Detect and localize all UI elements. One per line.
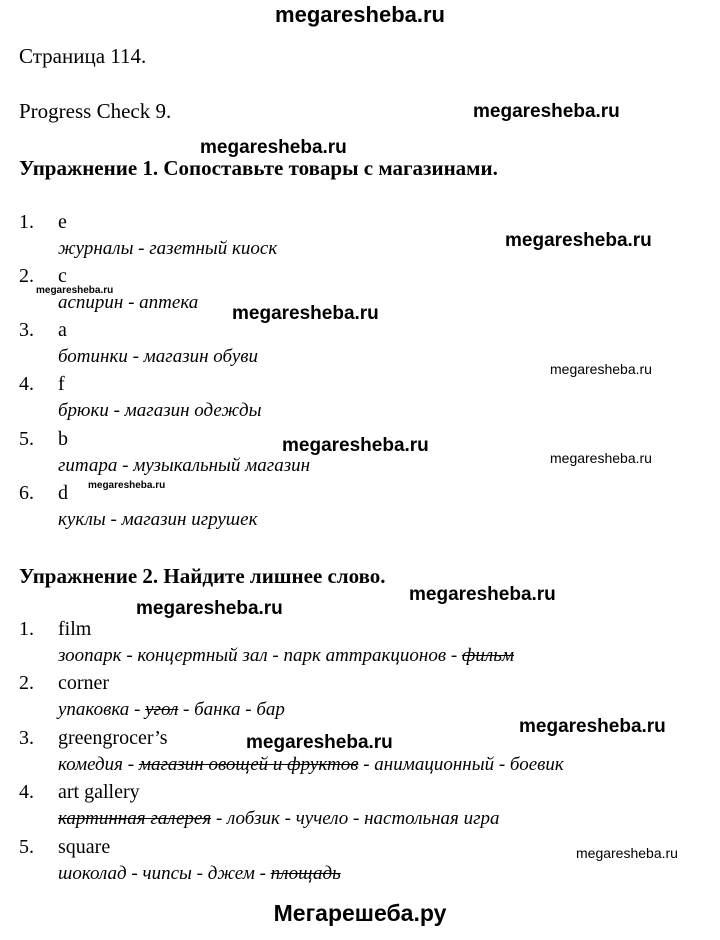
odd-one-out-words: упаковка - угол - банка - бар (58, 699, 285, 720)
word: джем (207, 863, 255, 884)
word: бар (256, 699, 285, 720)
watermark: megaresheba.ru (282, 435, 429, 456)
watermark: megaresheba.ru (473, 101, 620, 122)
item-answer: film (58, 618, 92, 640)
watermark: megaresheba.ru (576, 845, 678, 861)
item-answer: d (58, 482, 68, 504)
item-answer: corner (58, 672, 110, 694)
word: упаковка (58, 699, 130, 720)
item-answer: b (58, 428, 68, 450)
word: зоопарк (58, 645, 122, 666)
watermark: megaresheba.ru (136, 598, 283, 619)
word: концертный зал (137, 645, 268, 666)
odd-one-out-words: шоколад - чипсы - джем - площадь (58, 863, 341, 884)
item-number: 3. (19, 727, 34, 749)
watermark: megaresheba.ru (246, 732, 393, 753)
item-answer: f (58, 373, 65, 395)
crossed-word: картинная галерея (58, 808, 212, 829)
item-number: 2. (19, 672, 34, 694)
watermark: megaresheba.ru (200, 137, 347, 158)
word: шоколад (58, 863, 127, 884)
watermark: megaresheba.ru (550, 361, 652, 377)
progress-check-label: Progress Check 9. (19, 99, 172, 123)
item-answer: c (58, 265, 67, 287)
item-number: 3. (19, 319, 34, 341)
word: анимационный (374, 754, 495, 775)
odd-one-out-words: картинная галерея - лобзик - чучело - настольная игра (58, 808, 500, 829)
item-answer: greengrocer’s (58, 727, 168, 749)
exercise1-title: Упражнение 1. Сопоставьте товары с магазинами. (19, 156, 498, 180)
word: настольная игра (364, 808, 500, 829)
item-number: 2. (19, 265, 34, 287)
item-translation: куклы - магазин игрушек (58, 509, 258, 530)
crossed-word: площадь (270, 863, 341, 884)
watermark: megaresheba.ru (519, 716, 666, 737)
site-header: megaresheba.ru (275, 2, 445, 27)
odd-one-out-words: зоопарк - концертный зал - парк аттракционов - фильм (58, 645, 514, 666)
item-number: 5. (19, 836, 34, 858)
word: чипсы (142, 863, 192, 884)
item-number: 1. (19, 211, 34, 233)
watermark: megaresheba.ru (88, 480, 166, 491)
item-answer: e (58, 211, 67, 233)
item-answer: square (58, 836, 111, 858)
crossed-word: фильм (461, 645, 514, 666)
item-translation: гитара - музыкальный магазин (58, 455, 311, 476)
crossed-word: угол (145, 699, 179, 720)
item-answer: art gallery (58, 781, 140, 803)
watermark: megaresheba.ru (36, 285, 114, 296)
item-number: 4. (19, 373, 34, 395)
page-label: Страница 114. (19, 44, 147, 68)
item-number: 1. (19, 618, 34, 640)
watermark: megaresheba.ru (505, 230, 652, 251)
item-number: 4. (19, 781, 34, 803)
item-translation: брюки - магазин одежды (58, 400, 262, 421)
watermark: megaresheba.ru (409, 584, 556, 605)
item-translation: журналы - газетный киоск (58, 238, 278, 259)
exercise2-title: Упражнение 2. Найдите лишнее слово. (19, 564, 386, 588)
item-number: 6. (19, 482, 34, 504)
site-footer: Мегарешеба.ру (273, 900, 447, 926)
word: чучело (295, 808, 349, 829)
item-answer: a (58, 319, 67, 341)
word: парк аттракционов (283, 645, 447, 666)
item-translation: ботинки - магазин обуви (58, 346, 259, 367)
word: лобзик (227, 808, 280, 829)
odd-one-out-words: комедия - магазин овощей и фруктов - анимационный - боевик (58, 754, 564, 775)
word: комедия (58, 754, 123, 775)
item-number: 5. (19, 428, 34, 450)
word: боевик (509, 754, 564, 775)
watermark: megaresheba.ru (550, 450, 652, 466)
crossed-word: магазин овощей и фруктов (138, 754, 359, 775)
word: банка (194, 699, 241, 720)
watermark: megaresheba.ru (232, 303, 379, 324)
item-translation: аспирин - аптека (58, 292, 199, 313)
